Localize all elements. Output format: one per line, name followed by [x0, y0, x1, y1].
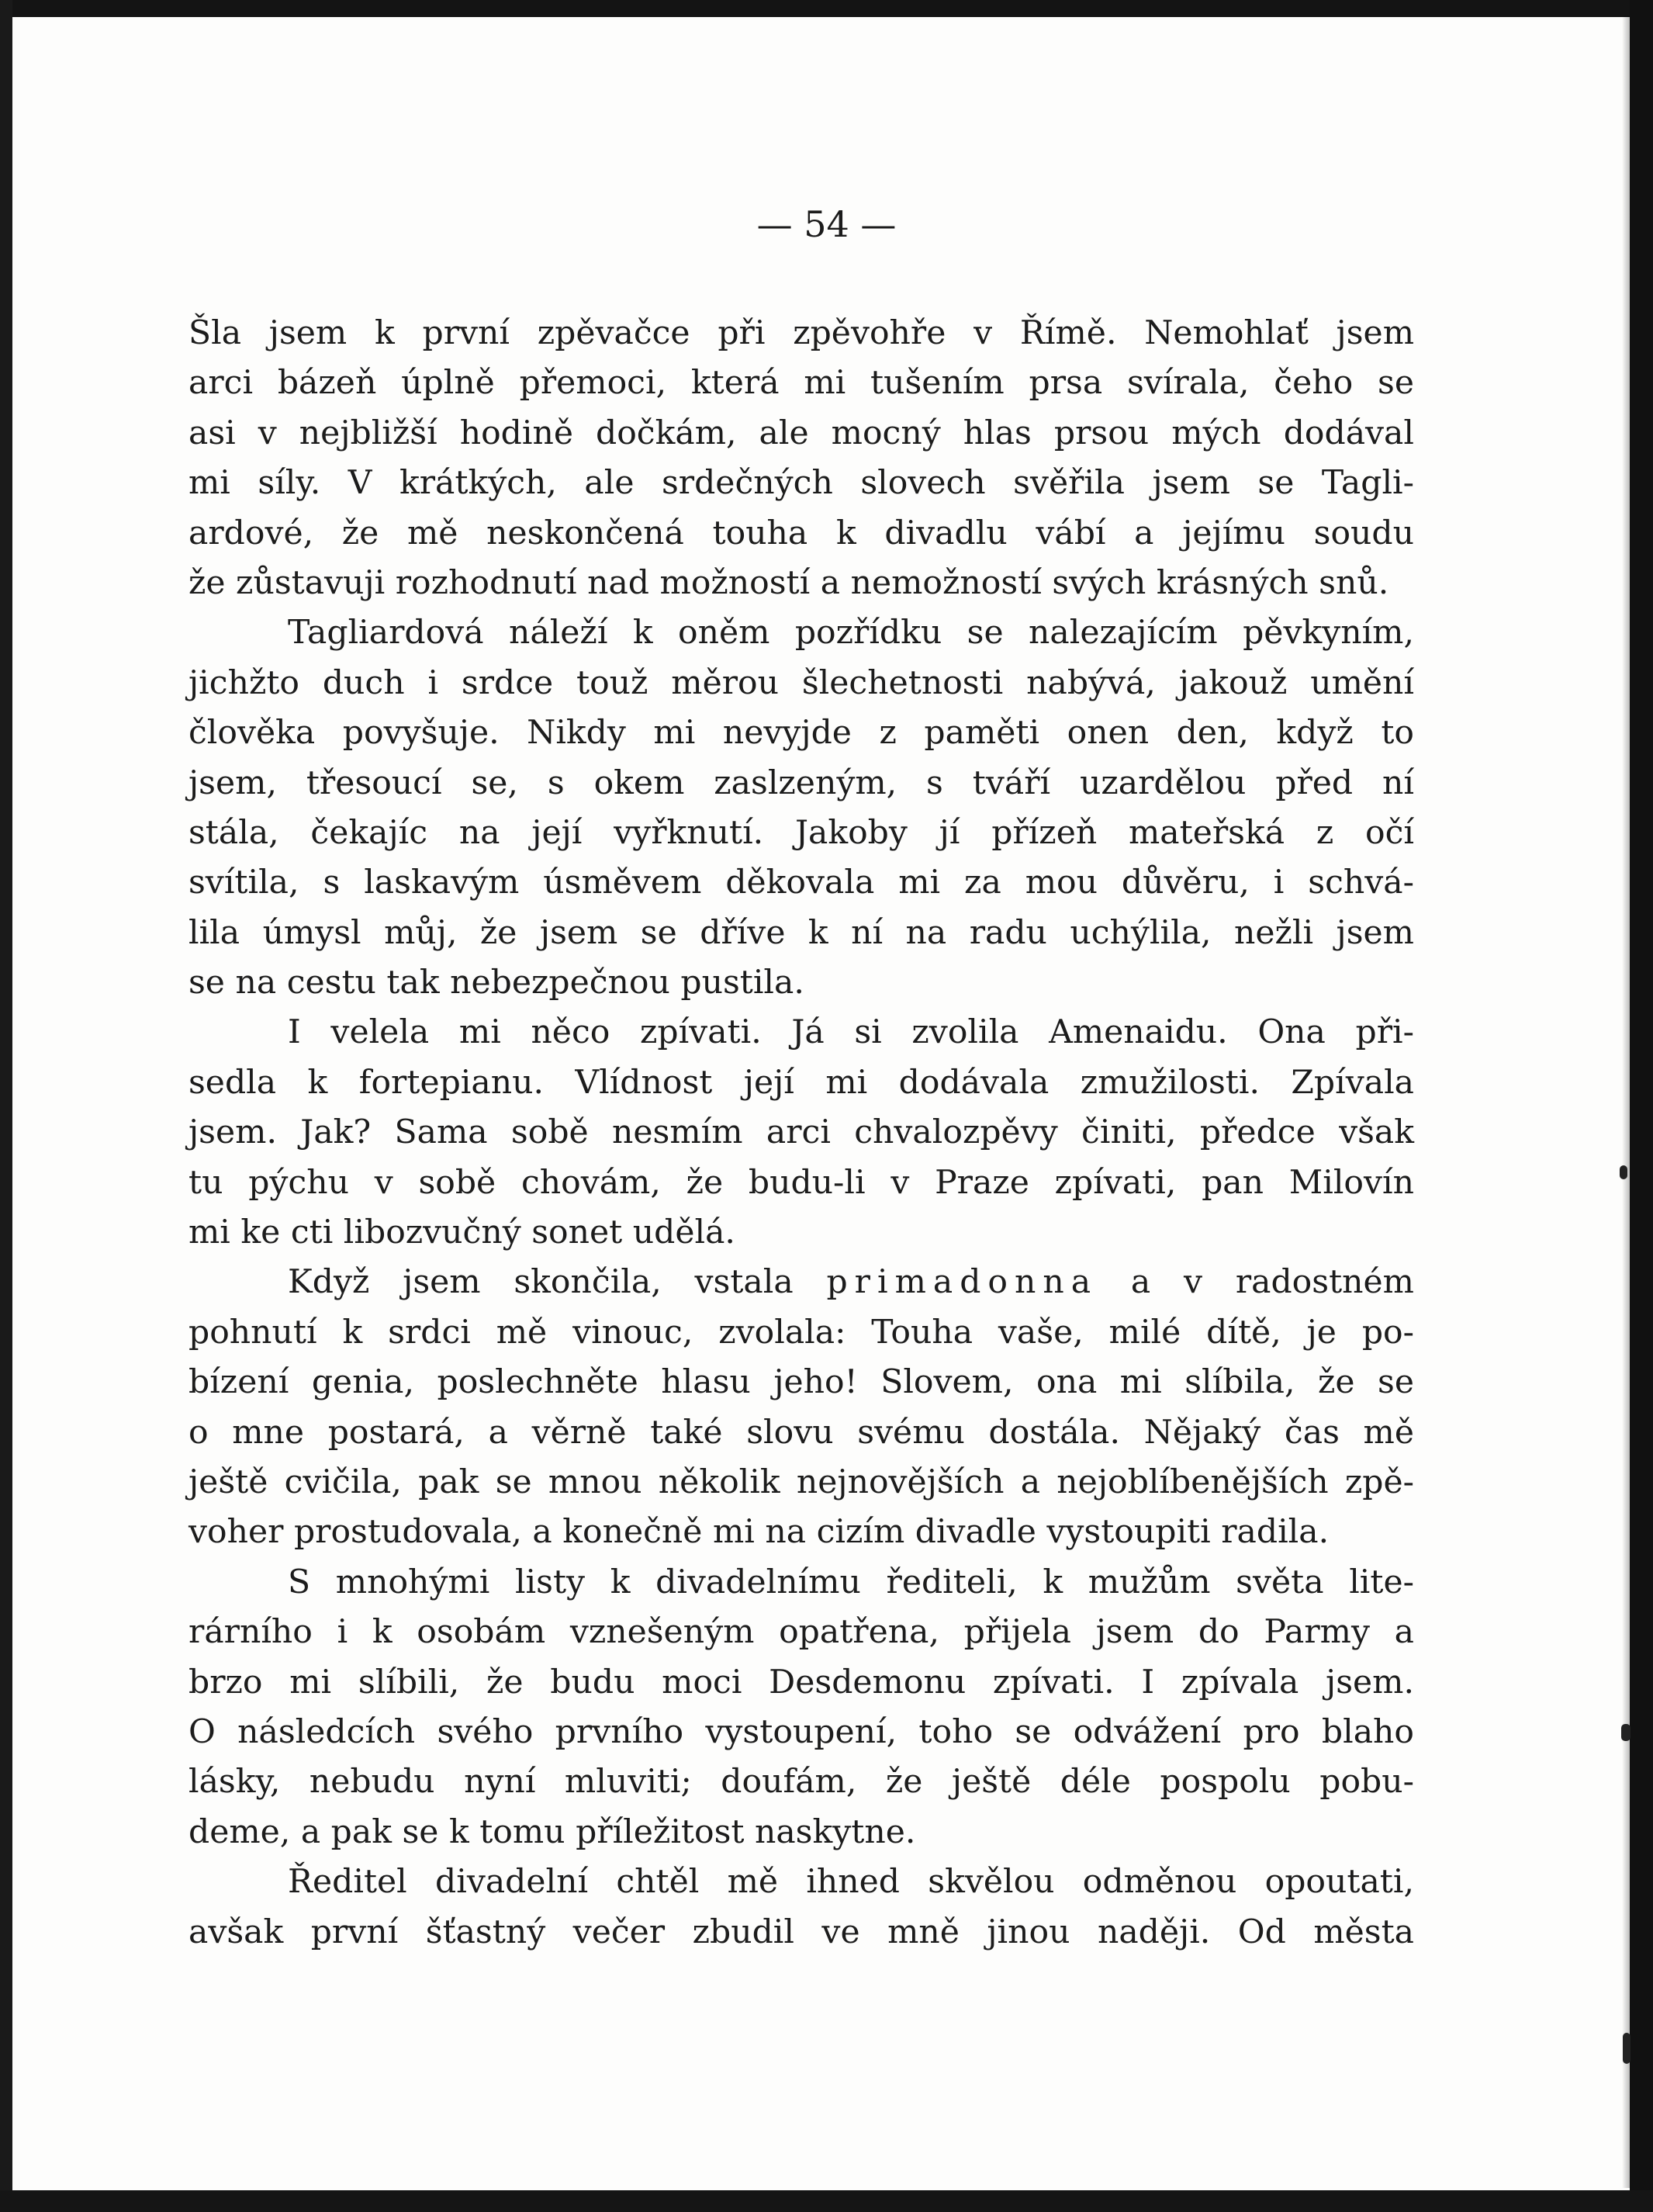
emphasized-word: primadonna [826, 1263, 1098, 1302]
text-line: voher prostudovala, a konečně mi na cizím divadle vystoupiti radila. [188, 1513, 1330, 1552]
text-line: asi v nejbližší hodině dočkám, ale mocný hlas prsou mých dodával [188, 414, 1414, 452]
text-line: Šla jsem k první zpěvačce při zpěvohře v Římě. Nemohlať jsem [188, 314, 1414, 352]
text-line: Ředitel divadelní chtěl mě ihned skvělou odměnou opoutati, [288, 1863, 1414, 1902]
text-line: sedla k fortepianu. Vlídnost její mi dodávala zmužilosti. Zpívala [188, 1063, 1414, 1102]
text-line: I velela mi něco zpívati. Já si zvolila Amenaidu. Ona při- [288, 1013, 1414, 1052]
text-line: bízení genia, poslechněte hlasu jeho! Slovem, ona mi slíbila, že se [188, 1363, 1414, 1402]
text-line: deme, a pak se k tomu příležitost naskytne. [188, 1812, 916, 1851]
text-line: jichžto duch i srdce touž měrou šlechetnosti nabývá, jakouž umění [188, 663, 1414, 702]
text-line: se na cestu tak nebezpečnou pustila. [188, 964, 804, 1002]
text-line: jsem. Jak? Sama sobě nesmím arci chvalozpěvy činiti, předce však [188, 1113, 1414, 1152]
scan-border-right [1630, 0, 1653, 2212]
text-line: tu pýchu v sobě chovám, že budu-li v Praze zpívati, pan Milovín [188, 1163, 1414, 1202]
text-line: avšak první šťastný večer zbudil ve mně jinou naději. Od města [188, 1913, 1414, 1951]
scan-speck [1623, 2033, 1631, 2064]
text-line: mi síly. V krátkých, ale srdečných slovech svěřila jsem se Tagli- [188, 464, 1414, 503]
text-line: lila úmysl můj, že jsem se dříve k ní na radu uchýlila, nežli jsem [188, 913, 1414, 952]
scan-speck [1620, 1165, 1627, 1179]
text-line: lásky, nebudu nyní mluviti; doufám, že ještě déle pospolu pobu- [188, 1763, 1414, 1802]
text-line: ještě cvičila, pak se mnou několik nejnovějších a nejoblíbenějších zpě- [188, 1463, 1414, 1501]
page-number: — 54 — [756, 203, 897, 245]
text-fragment: Když jsem skončila, vstala [288, 1263, 827, 1302]
text-line: arci bázeň úplně přemoci, která mi tušením prsa svírala, čeho se [188, 364, 1414, 403]
text-line: jsem, třesoucí se, s okem zaslzeným, s tváří uzardělou před ní [188, 763, 1414, 802]
scan-border-top [0, 0, 1653, 17]
scan-speck [1621, 1724, 1631, 1741]
text-line: stála, čekajíc na její vyřknutí. Jakoby jí přízeň mateřská z očí [188, 813, 1414, 852]
text-line: ardové, že mě neskončená touha k divadlu vábí a jejímu soudu [188, 514, 1414, 552]
text-line: Tagliardová náleží k oněm pozřídku se nalezajícím pěvkyním, [288, 614, 1414, 653]
text-line: že zůstavuji rozhodnutí nad možností a nemožností svých krásných snů. [188, 563, 1389, 602]
text-line: S mnohými listy k divadelnímu řediteli, k mužům světa lite- [288, 1563, 1414, 1601]
text-line: O následcích svého prvního vystoupení, toho se odvážení pro blaho [188, 1712, 1414, 1751]
body-text [188, 309, 1414, 1958]
text-line: člověka povyšuje. Nikdy mi nevyjde z paměti onen den, když to [188, 714, 1414, 753]
text-fragment: a v radostném [1098, 1263, 1414, 1302]
scan-border-left [0, 0, 12, 2212]
scan-border-bottom [0, 2190, 1653, 2212]
text-line [188, 1258, 1414, 1307]
text-line: svítila, s laskavým úsměvem děkovala mi za mou důvěru, i schvá- [188, 864, 1414, 902]
text-line: o mne postará, a věrně také slovu svému dostála. Nějaký čas mě [188, 1413, 1414, 1452]
text-line: pohnutí k srdci mě vinouc, zvolala: Touha vaše, milé dítě, je po- [188, 1313, 1414, 1352]
text-line: rárního i k osobám vznešeným opatřena, přijela jsem do Parmy a [188, 1613, 1414, 1652]
text-line: mi ke cti libozvučný sonet udělá. [188, 1213, 735, 1252]
text-line: brzo mi slíbili, že budu moci Desdemonu zpívati. I zpívala jsem. [188, 1663, 1414, 1701]
page-edge-shadow [1622, 16, 1630, 2188]
